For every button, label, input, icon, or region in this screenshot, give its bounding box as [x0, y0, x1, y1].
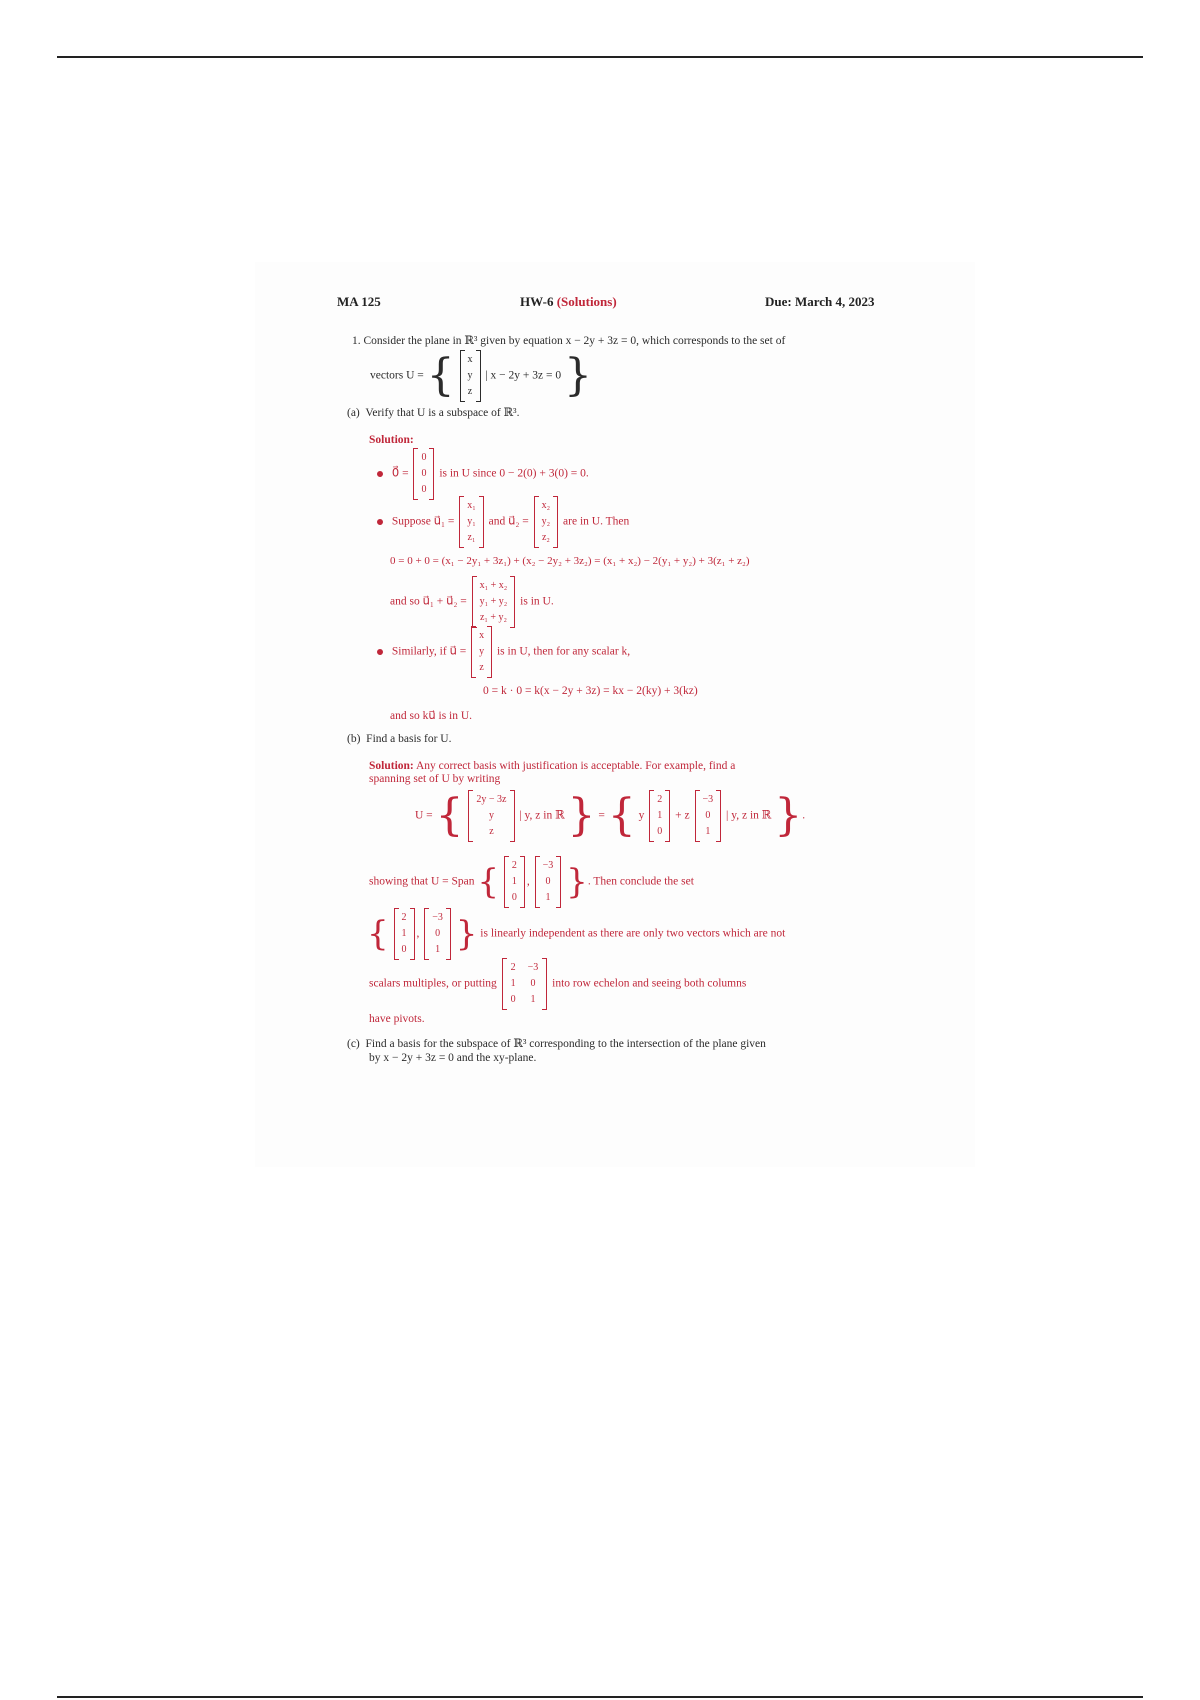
set-definition	[370, 350, 592, 402]
problem-1-intro	[352, 334, 785, 348]
part-b-solution-intro-2: spanning set of U by writing	[369, 773, 501, 785]
part-a-solution-label: Solution:	[369, 434, 414, 446]
addition-equation: 0 = 0 + 0 = (x₁ − 2y₁ + 3z₁) + (x₂ − 2y₂ + 3z₂) = (x₁ + x₂) − 2(y₁ + y₂) + 3(z₁ + z₂)	[390, 555, 750, 567]
bullet-scalar-closure: Similarly, if u⃗ = x y z is in U, then for any scalar k,	[377, 626, 630, 678]
bottom-rule	[57, 1696, 1143, 1698]
part-a-question: (a) Verify that U is a subspace of ℝ³.	[347, 407, 520, 419]
xyz-vector: x y z	[460, 350, 481, 402]
u1-vector: x₁ y₁ z₁	[459, 496, 484, 548]
part-c-question: (c) Find a basis for the subspace of ℝ³ corresponding to the intersection of the plane given	[347, 1038, 766, 1050]
right-brace: }	[564, 350, 592, 401]
sum-statement: and so u⃗₁ + u⃗₂ = x₁ + x₂ y₁ + y₂ z₁ + y₂ is in U.	[390, 576, 554, 628]
row-echelon-statement: scalars multiples, or putting 2 −3 1 0 0 1 into row echelon and seeing both columns	[369, 958, 746, 1010]
u-vector: x y z	[471, 626, 492, 678]
span-vector-1: 2 1 0	[504, 856, 525, 908]
set-condition: | x − 2y + 3z = 0	[485, 369, 562, 382]
independence-statement: { 2 1 0 , −3 0 1 } is linearly independent as there are only two vectors which are not	[367, 908, 785, 960]
solutions-tag: (Solutions)	[556, 294, 617, 309]
part-c-question-2: by x − 2y + 3z = 0 and the xy-plane.	[369, 1052, 537, 1064]
basis-vector-1: 2 1 0	[649, 790, 670, 842]
problem-number: 1.	[352, 335, 361, 347]
hw-number: HW-6	[520, 294, 554, 309]
sum-vector: x₁ + x₂ y₁ + y₂ z₁ + y₂	[472, 576, 516, 628]
set-vector-2: −3 0 1	[424, 908, 451, 960]
top-rule	[57, 56, 1143, 58]
basis-matrix: 2 −3 1 0 0 1	[502, 958, 548, 1010]
u2-vector: x₂ y₂ z₂	[534, 496, 559, 548]
due-date: Due: March 4, 2023	[765, 294, 875, 309]
bullet-closure-addition: Suppose u⃗₁ = x₁ y₁ z₁ and u⃗₂ = x₂ y₂ z₂ are in U. Then	[377, 496, 629, 548]
part-b-question: (b) Find a basis for U.	[347, 733, 452, 745]
pivots-statement: have pivots.	[369, 1013, 425, 1025]
span-statement: showing that U = Span { 2 1 0 , −3 0 1 }. Then conclude the set	[369, 856, 694, 908]
vectors-prefix: vectors U =	[370, 369, 424, 382]
course-code: MA 125	[337, 294, 381, 309]
set-vector-1: 2 1 0	[394, 908, 415, 960]
part-b-solution-intro: Solution: Any correct basis with justification is acceptable. For example, find a	[369, 760, 736, 772]
problem-intro-text: Consider the plane in ℝ³ given by equation x − 2y + 3z = 0, which corresponds to the set of	[363, 335, 786, 347]
scanned-page	[255, 262, 975, 1167]
basis-vector-2: −3 0 1	[695, 790, 722, 842]
scalar-conclusion: and so ku⃗ is in U.	[390, 710, 473, 722]
span-vector-2: −3 0 1	[535, 856, 562, 908]
zero-vector: 0 0 0	[413, 448, 434, 500]
left-brace: {	[426, 350, 455, 401]
span-derivation: U = { 2y − 3z y z | y, z in ℝ } = { y 2 1 0 + z −3 0 1 | y, z in ℝ }.	[415, 790, 806, 841]
scalar-equation: 0 = k · 0 = k(x − 2y + 3z) = kx − 2(ky) + 3(kz)	[483, 685, 698, 697]
param-vector: 2y − 3z y z	[468, 790, 514, 842]
bullet-zero-vector: 0⃗ = 0 0 0 is in U since 0 − 2(0) + 3(0) = 0.	[377, 448, 589, 500]
homework-title	[520, 294, 617, 310]
